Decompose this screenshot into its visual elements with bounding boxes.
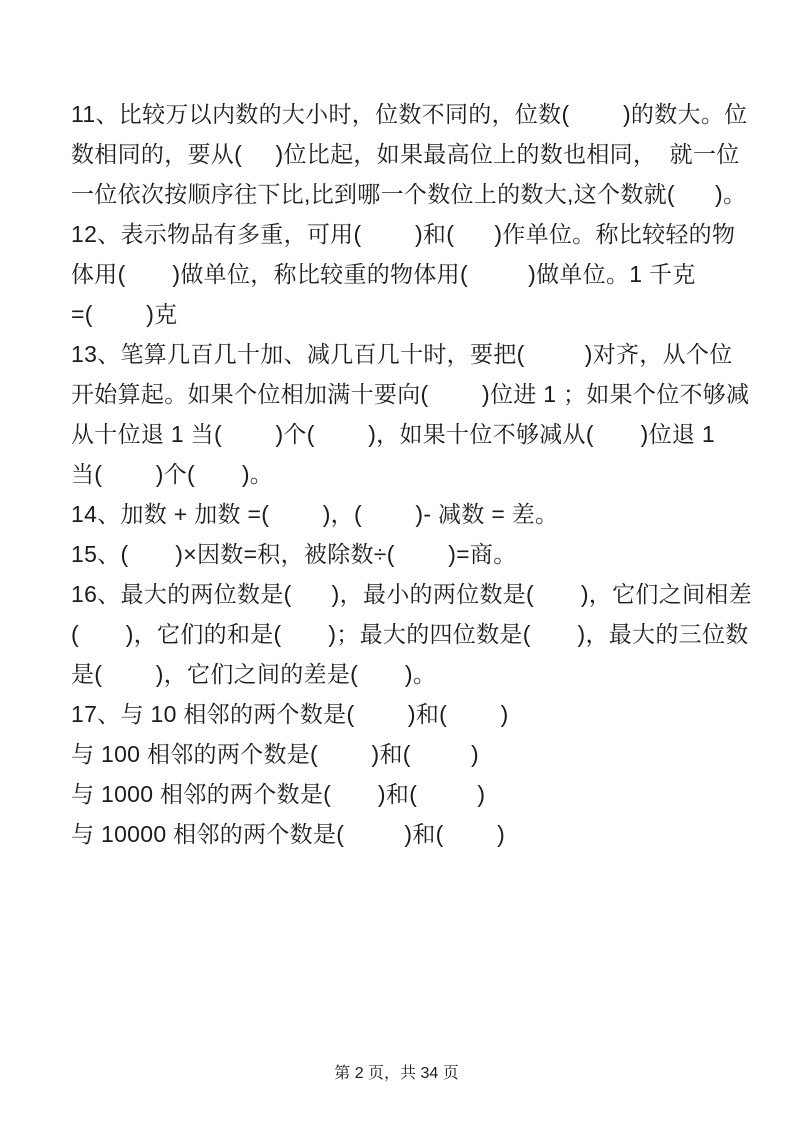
question-13 xyxy=(71,334,761,494)
question-line: 一位依次按顺序往下比,比到哪一个数位上的数大,这个数就( )。 xyxy=(71,181,747,207)
question-line: 12、表示物品有多重，可用( )和( )作单位。称比较轻的物 xyxy=(71,221,736,247)
question-11 xyxy=(71,94,761,214)
question-14 xyxy=(71,494,761,534)
question-17 xyxy=(71,694,761,854)
question-line: 从十位退 1 当( )个( )，如果十位不够减从( )位退 1 xyxy=(71,421,715,447)
question-line: 16、最大的两位数是( )，最小的两位数是( )，它们之间相差 xyxy=(71,581,752,607)
question-line: =( )克 xyxy=(71,301,178,327)
question-line: 11、比较万以内数的大小时，位数不同的，位数( )的数大。位 xyxy=(71,101,748,127)
question-line: 与 100 相邻的两个数是( )和( ) xyxy=(71,741,479,767)
page-number-footer: 第 2 页，共 34 页 xyxy=(334,1065,459,1082)
question-line: 14、加数 + 加数 =( )，( )- 减数 = 差。 xyxy=(71,501,559,527)
worksheet-body xyxy=(71,94,761,854)
question-line: ( )，它们的和是( )；最大的四位数是( )，最大的三位数 xyxy=(71,621,749,647)
question-line: 当( )个( )。 xyxy=(71,461,274,487)
question-line: 13、笔算几百几十加、减几百几十时，要把( )对齐，从个位 xyxy=(71,341,733,367)
question-line: 15、( )×因数=积，被除数÷( )=商。 xyxy=(71,541,517,567)
question-line: 与 10000 相邻的两个数是( )和( ) xyxy=(71,821,506,847)
question-line: 是( )，它们之间的差是( )。 xyxy=(71,661,437,687)
question-16 xyxy=(71,574,761,694)
question-12 xyxy=(71,214,761,334)
question-line: 开始算起。如果个位相加满十要向( )位进 1 ；如果个位不够减 xyxy=(71,381,750,407)
question-15 xyxy=(71,534,761,574)
question-line: 数相同的，要从( )位比起，如果最高位上的数也相同， 就一位 xyxy=(71,141,740,167)
question-line: 体用( )做单位，称比较重的物体用( )做单位。1 千克 xyxy=(71,261,696,287)
question-line: 17、与 10 相邻的两个数是( )和( ) xyxy=(71,701,509,727)
question-line: 与 1000 相邻的两个数是( )和( ) xyxy=(71,781,486,807)
